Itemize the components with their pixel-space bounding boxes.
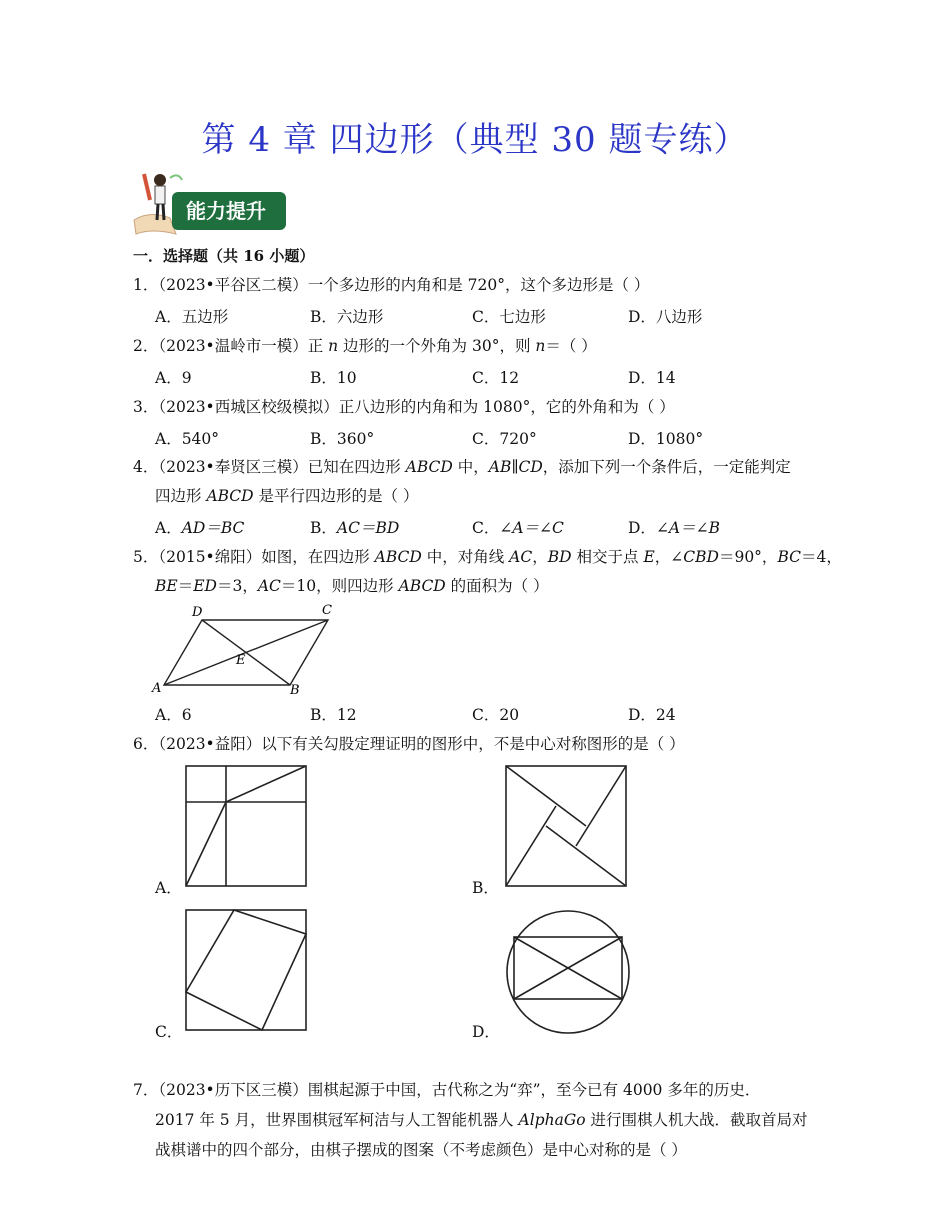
q6-option-c: C． xyxy=(155,1023,183,1041)
figure-a xyxy=(184,764,310,890)
q2-option-a: A．9 xyxy=(155,369,192,387)
question-1: 1．（2023•平谷区二模）一个多边形的内角和是 720°，这个多边形是（ ） xyxy=(133,276,650,294)
q1-option-b: B．六边形 xyxy=(310,308,384,326)
q6-option-d: D． xyxy=(472,1023,500,1041)
q4-option-d: D．∠A＝∠B xyxy=(628,519,720,537)
section-heading: 一．选择题（共 16 小题） xyxy=(133,247,315,265)
q1-option-d: D．八边形 xyxy=(628,308,703,326)
figure-c xyxy=(184,908,310,1034)
q3-option-a: A．540° xyxy=(155,430,220,448)
figure-d xyxy=(504,908,632,1036)
q5-option-d: D．24 xyxy=(628,706,676,724)
q2-option-c: C．12 xyxy=(472,369,520,387)
q1-option-c: C．七边形 xyxy=(472,308,546,326)
label-e: E xyxy=(236,653,246,668)
page-title: 第 4 章 四边形（典型 30 题专练） xyxy=(201,120,749,160)
ability-badge xyxy=(130,170,290,238)
label-a: A xyxy=(152,681,162,695)
question-7-line-3: 战棋谱中的四个部分，由棋子摆成的图案（不考虑颜色）是中心对称的是（ ） xyxy=(155,1141,687,1159)
question-2: 2．（2023•温岭市一模）正 n 边形的一个外角为 30°，则 n＝（ ） xyxy=(133,337,597,355)
figure-b xyxy=(504,764,630,890)
q3-option-d: D．1080° xyxy=(628,430,704,448)
q2-option-b: B．10 xyxy=(310,369,357,387)
question-5-line-1: 5．（2015•绵阳）如图，在四边形 ABCD 中，对角线 AC，BD 相交于点 E，∠CBD＝90°，BC＝4， xyxy=(133,548,842,566)
q1-option-a: A．五边形 xyxy=(155,308,229,326)
q6-option-a: A． xyxy=(155,879,182,897)
q6-option-b: B． xyxy=(472,879,499,897)
badge-label: 能力提升 xyxy=(172,192,286,230)
label-d: D xyxy=(192,605,203,620)
q5-option-a: A．6 xyxy=(155,706,192,724)
question-5-line-2: BE＝ED＝3，AC＝10，则四边形 ABCD 的面积为（ ） xyxy=(155,577,549,595)
label-c: C xyxy=(322,603,332,618)
question-3: 3．（2023•西城区校级模拟）正八边形的内角和为 1080°，它的外角和为（ ） xyxy=(133,398,675,416)
label-b: B xyxy=(290,683,300,695)
q2-option-d: D．14 xyxy=(628,369,676,387)
question-4-line-2: 四边形 ABCD 是平行四边形的是（ ） xyxy=(155,487,419,505)
q3-option-b: B．360° xyxy=(310,430,375,448)
question-7-line-2: 2017 年 5 月，世界围棋冠军柯洁与人工智能机器人 AlphaGo 进行围棋人机大战．截取首局对 xyxy=(155,1111,808,1129)
question-4-line-1: 4．（2023•奉贤区三模）已知在四边形 ABCD 中，AB∥CD，添加下列一个条件后，一定能判定 xyxy=(133,458,791,476)
q4-option-c: C．∠A＝∠C xyxy=(472,519,564,537)
q5-option-c: C．20 xyxy=(472,706,520,724)
question-6: 6．（2023•益阳）以下有关勾股定理证明的图形中，不是中心对称图形的是（ ） xyxy=(133,735,685,753)
q4-option-b: B．AC＝BD xyxy=(310,519,400,537)
q3-option-c: C．720° xyxy=(472,430,537,448)
question-7-line-1: 7．（2023•历下区三模）围棋起源于中国，古代称之为“弈”，至今已有 4000 多年的历史． xyxy=(133,1081,761,1099)
q4-option-a: A．AD＝BC xyxy=(155,519,245,537)
q5-option-b: B．12 xyxy=(310,706,357,724)
parallelogram-figure xyxy=(150,600,340,695)
